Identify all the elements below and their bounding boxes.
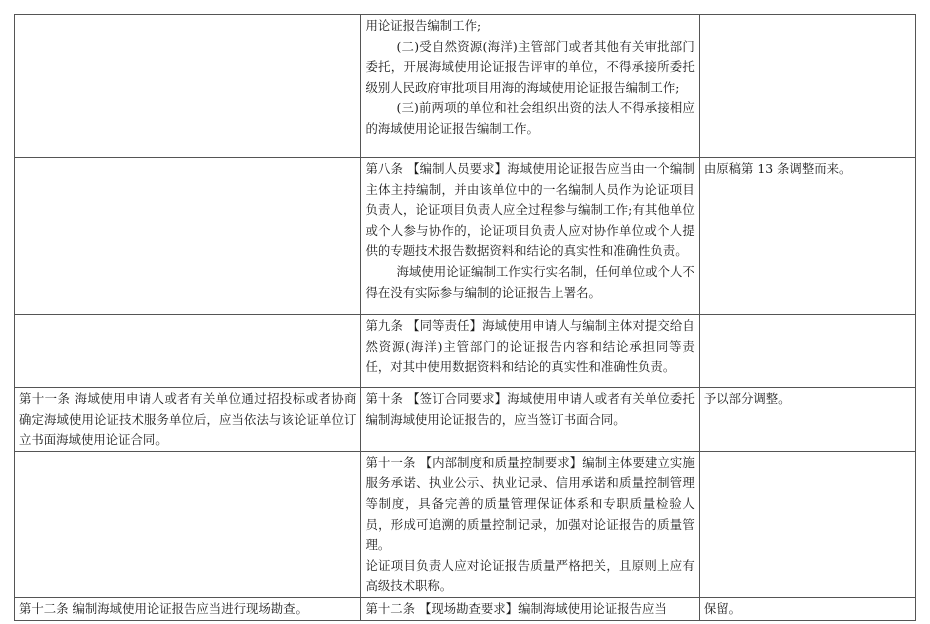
table-row [15, 451, 916, 597]
original-clause-paragraph: 第十二条 编制海域使用论证报告应当进行现场勘查。 [19, 600, 308, 616]
comparison-table-body [15, 15, 916, 621]
revised-clause-paragraph: 第九条 【同等责任】海域使用申请人与编制主体对提交给自然资源(海洋)主管部门的论证报告内容和结论承担同等责任，对其中使用数据资料和结论的真实性和准确性负责。 [365, 318, 695, 375]
note-cell [699, 597, 915, 620]
original-clause-cell [15, 451, 361, 597]
revised-clause-paragraph: 海域使用论证编制工作实行实名制，任何单位或个人不得在没有实际参与编制的论证报告上署名。 [365, 263, 695, 300]
note-cell [699, 158, 915, 315]
note-cell [699, 15, 915, 158]
original-clause-cell [15, 597, 361, 620]
table-row [15, 315, 916, 388]
note-text: 保留。 [703, 600, 741, 616]
revised-clause-cell [361, 15, 699, 158]
revised-clause-paragraph: 第十二条 【现场勘查要求】编制海域使用论证报告应当 [365, 600, 667, 616]
note-cell [699, 451, 915, 597]
revised-clause-cell [361, 388, 699, 452]
table-row [15, 388, 916, 452]
revised-clause-cell [361, 315, 699, 388]
original-clause-cell [15, 315, 361, 388]
original-clause-paragraph: 第十一条 海域使用申请人或者有关单位通过招投标或者协商确定海域使用论证技术服务单位后，应当依法与该论证单位订立书面海域使用论证合同。 [19, 391, 357, 448]
revised-clause-paragraph: (三)前两项的单位和社会组织出资的法人不得承接相应的海域使用论证报告编制工作。 [365, 100, 695, 136]
revised-clause-paragraph: 第十一条 【内部制度和质量控制要求】编制主体要建立实施服务承诺、执业公示、执业记录、信用承诺和质量控制管理等制度，具备完善的质量管理保证体系和专职质量检验人员，形成可追溯的质量控制记录，加强对论证报告的质量管理。 [365, 454, 695, 553]
revised-clause-paragraph: 第十条 【签订合同要求】海域使用申请人或者有关单位委托编制海域使用论证报告的，应当签订书面合同。 [365, 391, 695, 427]
note-text: 由原稿第 13 条调整而来。 [703, 161, 852, 176]
original-clause-cell [15, 15, 361, 158]
revised-clause-cell [361, 158, 699, 315]
original-clause-cell [15, 158, 361, 315]
table-row [15, 597, 916, 620]
original-clause-cell [15, 388, 361, 452]
revised-clause-paragraph: (二)受自然资源(海洋)主管部门或者其他有关审批部门委托，开展海域使用论证报告评审的单位，不得承接所委托级别人民政府审批项目用海的海域使用论证报告编制工作; [365, 38, 695, 95]
revised-clause-paragraph: 用论证报告编制工作; [365, 18, 482, 33]
comparison-table [14, 14, 916, 621]
revised-clause-cell [361, 597, 699, 620]
revised-clause-paragraph: 第八条 【编制人员要求】海域使用论证报告应当由一个编制主体主持编制，并由该单位中的一名编制人员作为论证项目负责人，论证项目负责人应全过程参与编制工作;有其他单位或个人参与协作的，论证项目负责人应对协作单位或个人提供的专题技术报告数据资料和结论的真实性和准确性负责。 [365, 161, 695, 259]
table-row [15, 15, 916, 158]
note-cell [699, 315, 915, 388]
revised-clause-paragraph: 论证项目负责人应对论证报告质量严格把关，且原则上应有高级技术职称。 [365, 557, 695, 594]
table-row [15, 158, 916, 315]
note-text: 予以部分调整。 [703, 391, 791, 406]
revised-clause-cell [361, 451, 699, 597]
note-cell [699, 388, 915, 452]
